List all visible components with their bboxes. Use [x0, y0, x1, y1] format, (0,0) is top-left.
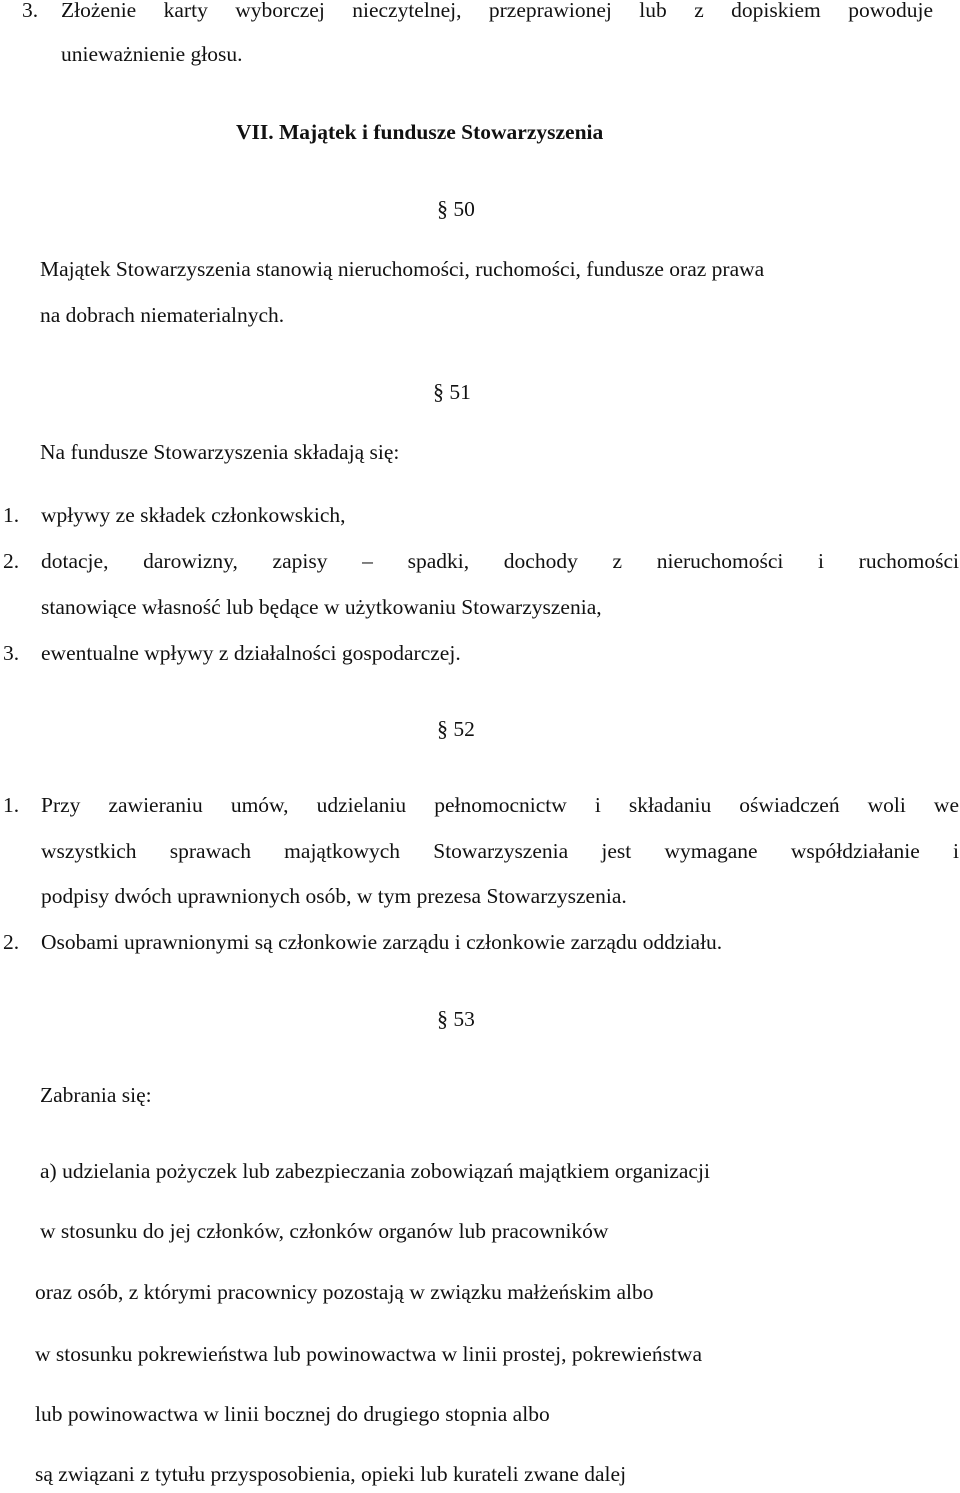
item-number: 2. [3, 930, 20, 954]
paragraph-line: są związani z tytułu przysposobienia, opieki lub kurateli zwane dalej [35, 1462, 627, 1486]
section-number [433, 381, 471, 404]
section-sign: § [437, 1006, 448, 1031]
section-sign: § [437, 716, 448, 741]
item-text-line: podpisy dwóch uprawnionych osób, w tym prezesa Stowarzyszenia. [41, 884, 627, 908]
item-text-line: Przy zawieraniu umów, udzielaniu pełnomocnictw i składaniu oświadczeń woli we [41, 793, 959, 817]
paragraph-line: a) udzielania pożyczek lub zabezpieczania zobowiązań majątkiem organizacji [40, 1159, 710, 1183]
item-number: 3. [22, 0, 39, 22]
paragraph-line: Majątek Stowarzyszenia stanowią nieruchomości, ruchomości, fundusze oraz prawa [40, 257, 765, 281]
item-text-line: stanowiące własność lub będące w użytkowaniu Stowarzyszenia, [41, 595, 602, 619]
item-number: 2. [3, 549, 20, 573]
item-text-line: unieważnienie głosu. [61, 42, 243, 66]
section-number-value: 53 [453, 1007, 475, 1031]
item-text-line: wszystkich sprawach majątkowych Stowarzyszenia jest wymagane współdziałanie i [41, 839, 959, 863]
section-sign: § [437, 196, 448, 221]
section-number-value: 51 [449, 380, 471, 404]
item-text-line: dotacje, darowizny, zapisy – spadki, dochody z nieruchomości i ruchomości [41, 549, 959, 573]
paragraph-line: w stosunku do jej członków, członków organów lub pracowników [40, 1219, 609, 1243]
item-text-line: wpływy ze składek członkowskich, [41, 503, 346, 527]
paragraph-line: lub powinowactwa w linii bocznej do drugiego stopnia albo [35, 1402, 550, 1426]
paragraph-intro: Na fundusze Stowarzyszenia składają się: [40, 440, 400, 464]
chapter-heading: VII. Majątek i fundusze Stowarzyszenia [236, 120, 604, 144]
section-number [437, 1008, 475, 1031]
item-text-line: ewentualne wpływy z działalności gospodarczej. [41, 641, 461, 665]
section-number-value: 50 [453, 197, 475, 221]
item-text-line: Osobami uprawnionymi są członkowie zarządu i członkowie zarządu oddziału. [41, 930, 723, 954]
item-text-line: Złożenie karty wyborczej nieczytelnej, przeprawionej lub z dopiskiem powoduje [61, 0, 933, 22]
item-number: 1. [3, 793, 20, 817]
paragraph-intro: Zabrania się: [40, 1083, 152, 1107]
section-number [437, 198, 475, 221]
paragraph-line: oraz osób, z którymi pracownicy pozostają w związku małżeńskim albo [35, 1280, 654, 1304]
section-number [437, 718, 475, 741]
paragraph-line: na dobrach niematerialnych. [40, 303, 285, 327]
section-sign: § [433, 379, 444, 404]
section-number-value: 52 [453, 717, 475, 741]
item-number: 1. [3, 503, 20, 527]
item-number: 3. [3, 641, 20, 665]
paragraph-line: w stosunku pokrewieństwa lub powinowactwa w linii prostej, pokrewieństwa [35, 1342, 702, 1366]
